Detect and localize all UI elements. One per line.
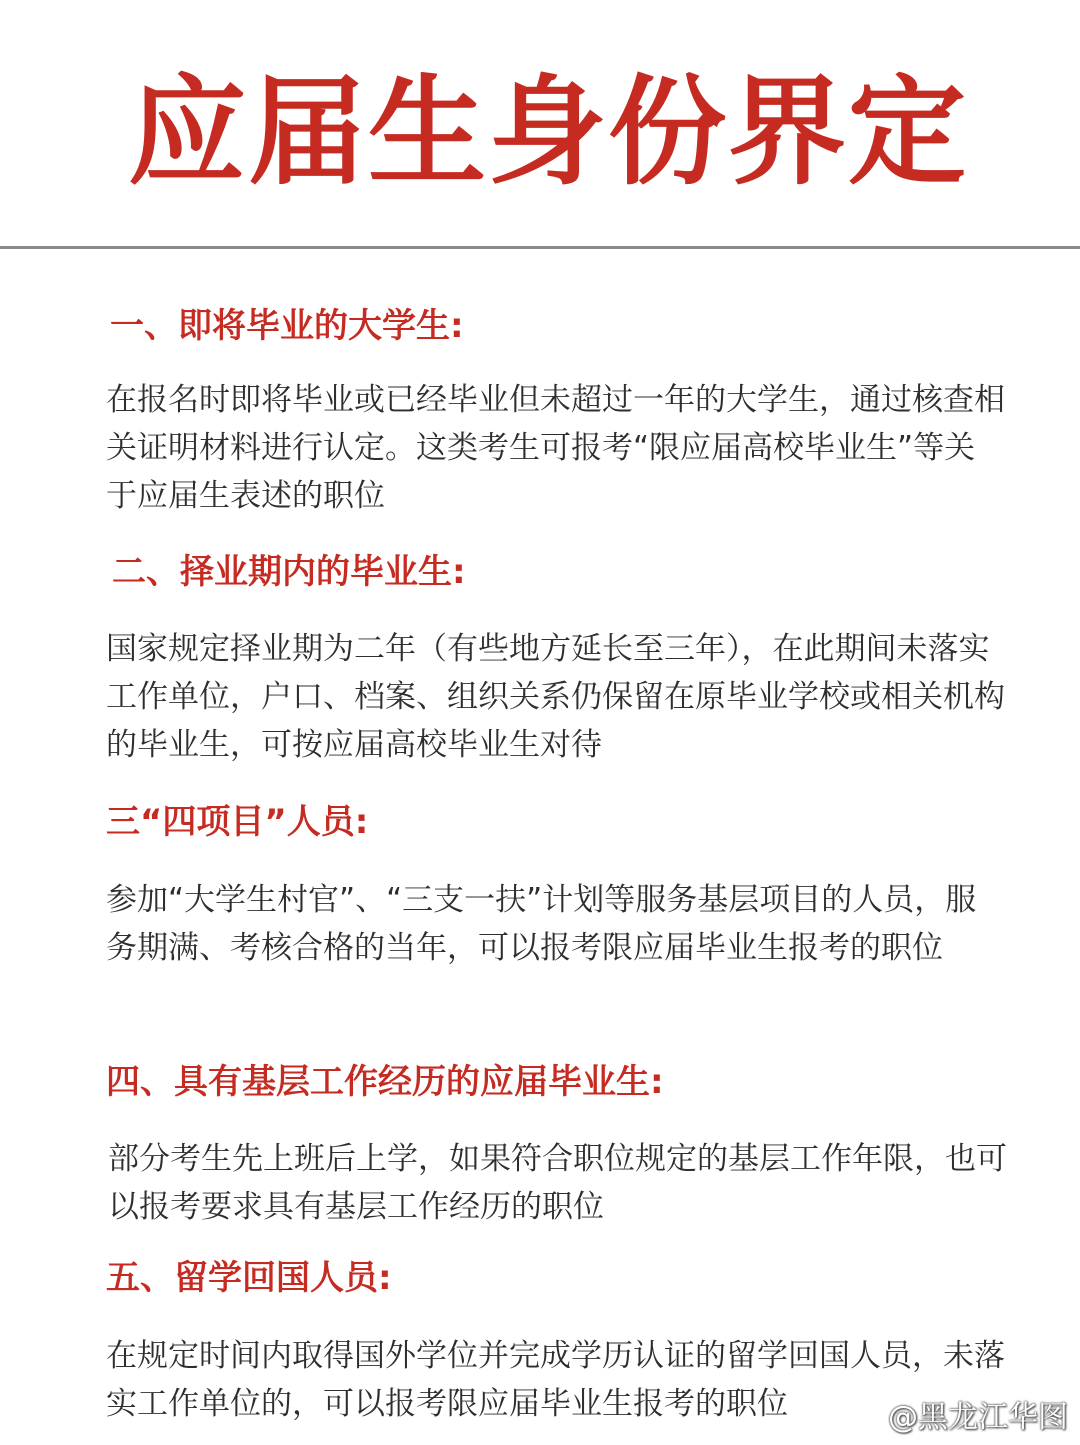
section-body-2: 国家规定择业期为二年（有些地方延长至三年），在此期间未落实工作单位，户口、档案、组织关系仍保留在原毕业学校或相关机构的毕业生，可按应届高校毕业生对待 bbox=[106, 631, 1005, 763]
watermark: @黑龙江华图 bbox=[888, 1400, 1068, 1435]
section-body-5: 在规定时间内取得国外学位并完成学历认证的留学回国人员，未落实工作单位的，可以报考限应届毕业生报考的职位 bbox=[106, 1338, 1005, 1422]
title-divider bbox=[0, 246, 1080, 249]
section-heading-2: 二、择业期内的毕业生: bbox=[112, 552, 466, 592]
page-title: 应届生身份界定 bbox=[128, 63, 969, 201]
section-body-3: 参加“大学生村官”、“三支一扶”计划等服务基层项目的人员，服务期满、考核合格的当年，可以报考限应届毕业生报考的职位 bbox=[106, 882, 977, 966]
section-heading-1: 一、即将毕业的大学生: bbox=[110, 306, 464, 346]
section-body-1: 在报名时即将毕业或已经毕业但未超过一年的大学生，通过核查相关证明材料进行认定。这类考生可报考“限应届高校毕业生”等关于应届生表述的职位 bbox=[106, 382, 1005, 514]
section-heading-3: 三“四项目”人员: bbox=[106, 802, 369, 842]
section-heading-5: 五、留学回国人员: bbox=[106, 1258, 392, 1298]
section-body-4: 部分考生先上班后上学，如果符合职位规定的基层工作年限，也可以报考要求具有基层工作经历的职位 bbox=[108, 1141, 1007, 1225]
section-heading-4: 四、具有基层工作经历的应届毕业生: bbox=[106, 1062, 664, 1102]
